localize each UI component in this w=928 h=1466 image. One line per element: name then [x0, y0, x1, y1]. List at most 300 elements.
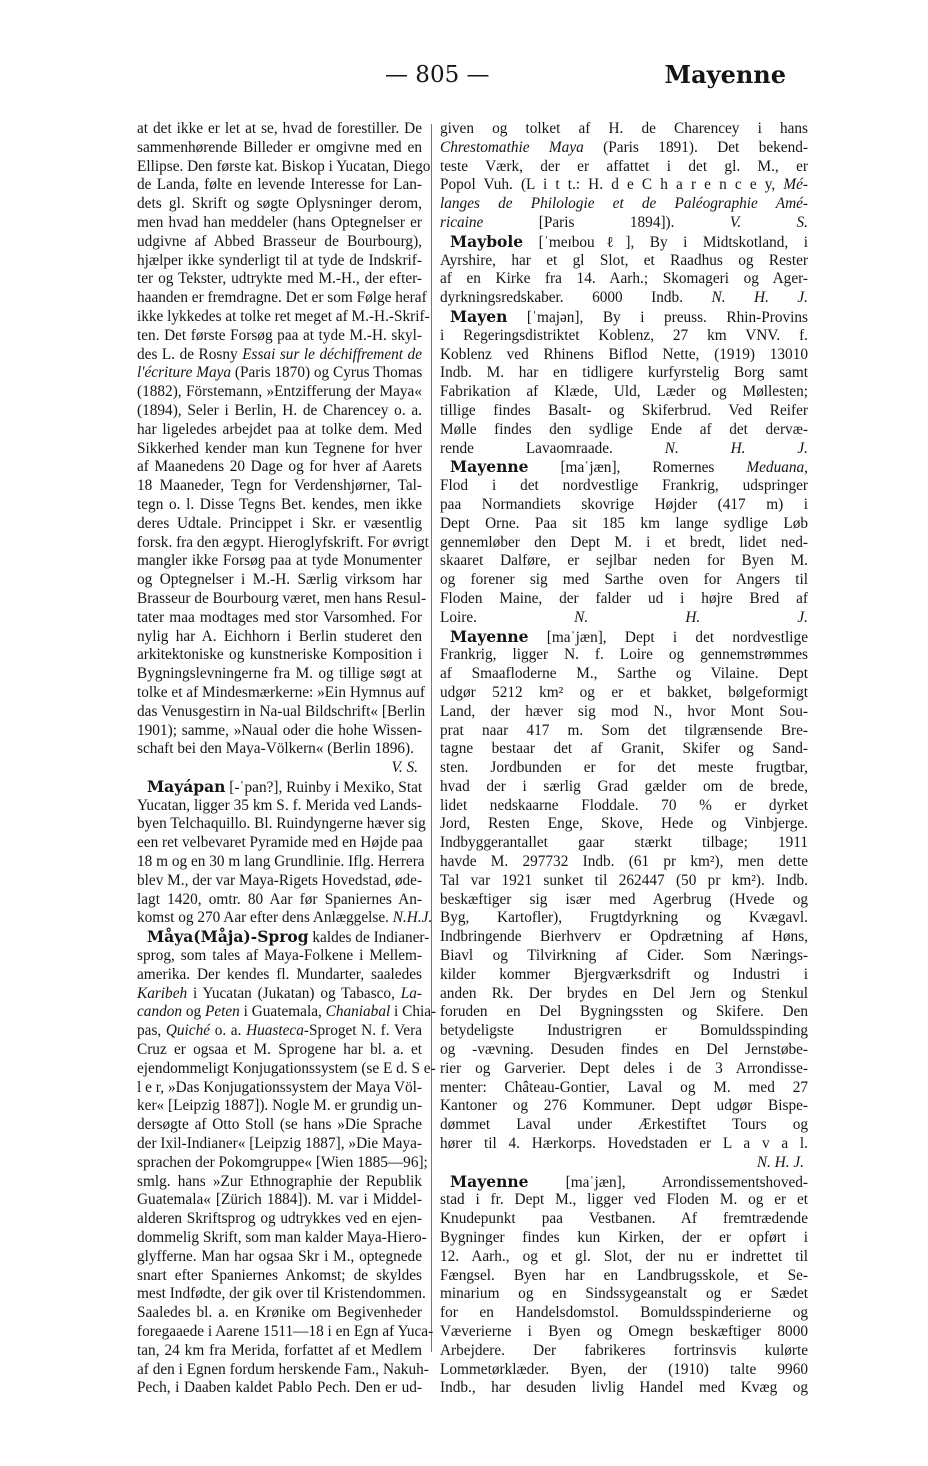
text-line [440, 1304, 808, 1323]
text: stad i fr. Dept M., ligger ved Floden M. og er et [440, 1191, 808, 1209]
text-line [137, 1267, 422, 1286]
text: blev M., der var Maya-Rigets Hovedstad, øde- [137, 871, 423, 889]
text-line [137, 683, 426, 703]
text-line [440, 1154, 808, 1173]
text-line [440, 928, 808, 947]
text: dets gl. Skrift og søgte Oplysninger derom, [137, 195, 422, 213]
text: tagne bestaar det af Granit, Skifer og Sand- [440, 740, 808, 758]
text-line [440, 985, 808, 1004]
text: schaft bei den Maya-Völkern« (Berlin 1896). [137, 740, 414, 758]
text-line [440, 477, 808, 496]
text-line [440, 1342, 808, 1361]
text: prat naar 417 m. Som det tilgrænsende Bre- [440, 721, 808, 739]
text: i Guatemala, [239, 1003, 326, 1021]
text: tolke et af Mindesmærkerne: »Ein Hymnus auf [137, 683, 426, 701]
text-line [440, 1022, 808, 1041]
text-line [137, 307, 430, 327]
text-line [137, 515, 422, 534]
text-line [440, 778, 808, 797]
text: Biavl og Tilvirkning af Cider. Som Nærings- [440, 947, 808, 965]
text: haanden er fremdragne. Det er som Følge heraf [137, 289, 427, 307]
author-signature: N. H. J. [711, 289, 808, 307]
text: af Smaafloderne M., Sarthe og Vilaine. Dept [440, 665, 808, 683]
headword: Mayenne [450, 1171, 529, 1191]
page-number: — 805 — [385, 62, 490, 88]
headword: Mayen [450, 306, 508, 326]
text-line [137, 421, 422, 440]
column-divider [431, 124, 432, 1352]
italic-text: Chrestomathie Maya [440, 138, 584, 156]
text: dersøgte af Otto Stoll (se hans »Die Sprache [137, 1116, 422, 1134]
text: tan, 24 km fra Merida, forfattet af et Medlem [137, 1341, 422, 1359]
text-line [137, 157, 431, 177]
text-line [440, 289, 808, 308]
text: pas, [137, 1022, 166, 1040]
text: Saaledes bl. a. en Krønike om Begivenheder [137, 1304, 422, 1322]
text-line [440, 1116, 808, 1135]
text-line [440, 1060, 808, 1079]
text-line [440, 421, 808, 440]
text: og forener sig med Sarthe oven for Angers til [440, 571, 808, 589]
text-line [440, 909, 808, 928]
text-line [440, 815, 808, 834]
text-line [137, 120, 422, 139]
text: i Regeringsdistriktet Koblenz, 27 km VNV. f. [440, 326, 808, 344]
text-line [137, 722, 422, 741]
text-line [137, 477, 422, 496]
text: Dept Orne. Paa sit 185 km lange sydlige Løb [440, 514, 808, 532]
text-line [440, 966, 808, 985]
headword: Mayápan [147, 776, 226, 796]
text: Yucatan, ligger 35 km S. f. Merida ved Lands- [137, 796, 422, 814]
text: [-ˈpan?], Ruinby i Mexiko, Stat [225, 778, 423, 796]
text-line [137, 759, 422, 778]
text-line [440, 1041, 808, 1060]
text: Flod i det nordvestlige Frankrig, udspringer [440, 477, 808, 495]
text-line [440, 759, 808, 778]
text: l e r, »Das Konjugationssystem der Maya Völ- [137, 1078, 422, 1096]
text: smlg. hans »Zur Ethnographie der Republik [137, 1172, 422, 1190]
text-line [440, 1285, 808, 1304]
text: given og tolket af H. de Charencey i hans [440, 120, 808, 137]
text: beskæftiger sig især med Agerbrug (Hvede og [440, 890, 808, 908]
author-signature: V. S. [729, 213, 808, 231]
text: udgør 5212 km² og er et bakket, bølgeformigt [440, 683, 808, 701]
text-line [137, 1173, 422, 1192]
text: af en Kirke fra 14. Aarh.; Skomageri og Ager- [440, 270, 808, 288]
text: Indb., har desuden livlig Handel med Kvæg og [440, 1379, 808, 1397]
right-column [440, 120, 808, 1398]
text-line [137, 1022, 422, 1041]
text: der Ixil-Indianer« [Leipzig 1887], »Die Maya- [137, 1135, 422, 1153]
text-line [440, 609, 808, 628]
text: Mølle findes den sydlige Ende af det dervæ- [440, 420, 808, 438]
text: sprog, som tales af Maya-Folkene i Mellem- [137, 947, 422, 965]
text: o. a. [210, 1022, 247, 1040]
text-line [137, 176, 422, 195]
text-line [137, 646, 422, 665]
text-line [440, 834, 808, 853]
text-line [440, 158, 808, 177]
text: [maˈjæn], Arrondissementshoved- [528, 1173, 808, 1191]
text-line [440, 214, 808, 233]
text-line [137, 233, 422, 252]
text: af Maanedens 20 Dage og for hver af Aarets [137, 458, 422, 476]
text: Tal var 1921 sunket til 262447 (50 pr km²). Indb. [440, 871, 808, 889]
text-line [440, 1323, 808, 1342]
text-line [440, 1173, 808, 1192]
text: havde M. 297732 Indb. (61 pr km²), men dette [440, 853, 808, 871]
headword: Mayenne [450, 626, 529, 646]
text: og Optegnelser i M.-H. Særlig virksom har [137, 571, 422, 589]
text-line [440, 120, 808, 139]
italic-text: Chaniabal [325, 1003, 391, 1021]
text-line [440, 571, 808, 590]
text-line [137, 1342, 422, 1361]
text: Ayrshire, har et gl Slot, et Raadhus og Rester [440, 251, 808, 269]
text-line [137, 589, 427, 609]
italic-text: N.H.J. [392, 909, 433, 927]
author-signature: N. H. J. [664, 439, 808, 457]
text-line [440, 1191, 808, 1210]
text: Arbejdere. Der fabrikeres fortrinsvis kulørte [440, 1341, 808, 1359]
text: hører til 4. Hærkorps. Hovedstaden er L a v a l. [440, 1135, 808, 1153]
text-line [137, 891, 422, 910]
text-line [440, 703, 808, 722]
text: forsk. fra den ægypt. Hieroglyfskrift. For øvrigt [137, 533, 429, 551]
text-line [137, 496, 422, 515]
text: byen Telchaquillo. Bl. Ruindyngerne hæver sig [137, 815, 426, 833]
text-line [440, 872, 808, 891]
italic-text: La- [400, 984, 422, 1002]
text-line [137, 1097, 422, 1116]
text-line [440, 684, 808, 703]
text-line [137, 927, 430, 947]
text: hvad der i særlig Grad gælder om de brede, [440, 777, 808, 795]
text: Kantoner og 276 Kommuner. Dept udgør Bispe- [440, 1097, 808, 1115]
author-signature: N. H. J. [756, 1153, 804, 1171]
text-line [440, 1135, 808, 1154]
text-line [440, 534, 808, 553]
text-line [440, 1229, 808, 1248]
text-line [137, 1116, 422, 1135]
text: 12. Aarh., og et gl. Slot, der nu er indrettet til [440, 1247, 808, 1265]
text: paa Normandiets skovrige Højder (417 m) i [440, 495, 808, 513]
text: ikke lykkedes at tolke ret meget af M.-H.-Skrif- [137, 307, 430, 325]
text-line [137, 270, 422, 289]
text-line [440, 590, 808, 609]
text: alderen Skriftsprog og udtrykkes ved en ejen- [137, 1210, 422, 1228]
text: og [182, 1003, 205, 1021]
italic-text: Karibeh [137, 984, 188, 1002]
text: ker« [Leipzig 1887]). Nogle M. er grundig un- [137, 1097, 423, 1115]
text: tegn o. l. Disse Tegns Bet. kendes, men ikke [137, 495, 422, 513]
text-line [440, 646, 808, 665]
text-line [137, 1079, 422, 1098]
text-line [137, 1304, 422, 1323]
text: skaaret Dalføre, er sejlbar neden for Byen M. [440, 552, 808, 570]
text: har ligeledes arbejdet paa at tolke dem. Med [137, 420, 422, 438]
text: nylig har A. Eichhorn i Berlin studeret den [137, 627, 422, 645]
text-line [440, 552, 808, 571]
text: sten. Jordbunden er for det meste frugtbar, [440, 759, 808, 777]
text: (Paris 1870) og Cyrus Thomas [231, 364, 423, 382]
text: gennemløber den Dept M. i et bredt, lidet ned- [440, 533, 808, 551]
text: Fabrikation af Klæde, Uld, Læder og Møllesten; [440, 383, 808, 401]
text-line [137, 289, 427, 308]
text: Sikkerhed kender man kun Tegnene for hver [137, 439, 422, 457]
text: ter og Tekster, udtrykte med M.-H., der efter- [137, 270, 422, 288]
text: mangler ikke Forsøg paa at tyde Monumenter [137, 552, 422, 570]
text-line [440, 195, 808, 214]
text-line [137, 402, 422, 421]
text: men hvad han meddeler (hans Optegnelser er [137, 213, 422, 231]
text-line [137, 665, 422, 684]
text: Lommetørklæder. Byen, der (1910) talte 9960 [440, 1360, 808, 1378]
text: Frankrig, ligger N. f. Loire og gennemstrømmes [440, 646, 808, 664]
text: Knudepunkt paa Vestbanen. Af fremtrædende [440, 1210, 808, 1228]
text-line [137, 533, 429, 553]
text-line [440, 947, 808, 966]
text-line [440, 308, 808, 327]
text-line [440, 1210, 808, 1229]
text: amerika. Der kendes fl. Mundarter, saaledes [137, 965, 422, 983]
text-line [137, 214, 422, 233]
text-line [137, 1285, 426, 1304]
text-line [137, 1191, 422, 1210]
italic-text: langes de Philologie et de Paléographie Amé- [440, 195, 808, 213]
text-line [137, 383, 422, 402]
text-line [137, 985, 422, 1004]
text-line [137, 947, 422, 966]
text-line [440, 1248, 808, 1267]
text-line [137, 909, 433, 928]
text-line [440, 1003, 808, 1022]
text-line [440, 383, 808, 402]
text-line [137, 834, 422, 853]
text: hjælper ikke synderligt til at tyde de Indskrif- [137, 251, 422, 269]
text: ten. Det første Forsøg paa at tyde M.-H. skyl- [137, 326, 422, 344]
text: sprachen der Pokomgruppe« [Wien 1885—96]; [137, 1153, 428, 1171]
headword: Måya(Måja)-Sprog [147, 927, 309, 947]
text: das Venusgestirn in Na-ual Bildschrift« [Berlin [137, 702, 426, 720]
text-line [137, 195, 422, 214]
text-line [137, 872, 422, 891]
text: (1882), Förstemann, »Entzifferung der Maya« [137, 383, 422, 401]
italic-text: ricaine [440, 213, 484, 231]
text: Fængsel. Byen har en Landbrugsskole, et Se- [440, 1266, 808, 1284]
text-line [440, 139, 808, 158]
text-line [440, 797, 808, 816]
text: Loire. [440, 608, 477, 626]
text-line [137, 552, 422, 571]
text: Byg, Kartofler), Frugtdyrkning og Kvægavl. [440, 909, 808, 927]
text-line [137, 1248, 422, 1267]
text-line [137, 797, 422, 816]
headword: Mayenne [450, 457, 529, 477]
text: Brasseur de Bourbourg været, men hans Resul- [137, 589, 427, 607]
text: lagt 1420, omtr. 80 Aar før Spaniernes An- [137, 890, 422, 908]
italic-text: Quiché [165, 1022, 211, 1040]
text: Popol Vuh. (L i t t.: H. d e C h a r e n c e y, [440, 176, 784, 194]
text: 1901); samme, »Naual oder die hohe Wissen- [137, 721, 422, 739]
text: dommelig Skrift, som man kalder Maya-Hiero- [137, 1229, 427, 1247]
text-line [137, 440, 422, 459]
text-line [440, 740, 808, 759]
text: [Paris 1894]). [483, 213, 675, 231]
text: Ellipse. Den første kat. Biskop i Yucatan, Diego [137, 157, 431, 175]
text: i Chia- [390, 1003, 437, 1021]
text: [ˈmajən], By i preuss. Rhin-Provins [507, 308, 808, 326]
text-line [440, 1097, 808, 1116]
text: Bygningslevningerne fra M. og tillige søgt at [137, 665, 422, 683]
text: Indbyggerantallet gaar stærkt tilbage; 1911 [440, 834, 808, 852]
text: anden Rk. Der brydes en Del Jern og Stenkul [440, 984, 808, 1002]
text: 18 Maaneder, Tegn for Verdenshjørner, Tal- [137, 477, 422, 495]
left-column [137, 120, 437, 1398]
text-line [137, 139, 422, 158]
text: sammenhørende Billeder er omgivne med en [137, 138, 422, 156]
text-line [440, 1079, 808, 1098]
text-line [440, 665, 808, 684]
text: Koblenz ved Rhinens Biflod Nette, (1919) 13010 [440, 345, 808, 363]
text-line [440, 458, 808, 477]
text-line [440, 440, 808, 459]
text: foruden en Del Bygningssten og Skifere. Den [440, 1003, 808, 1021]
text: og -vævning. Desuden findes en Del Jernstøbe- [440, 1041, 808, 1059]
text: rende Lavaomraade. [440, 439, 613, 457]
text-line [137, 609, 422, 628]
text-line [137, 1360, 429, 1380]
text: udgivne af Abbed Brasseur de Bourbourg), [137, 232, 422, 250]
text: Cruz er ogsaa et M. Sprogene har bl. a. et [137, 1041, 422, 1059]
text: des L. de Rosny [137, 345, 243, 363]
text: for en Handelsdomstol. Bomuldsspinderierne og [440, 1304, 808, 1322]
text-line [440, 270, 808, 289]
text-line [137, 571, 422, 590]
text-line [440, 402, 808, 421]
text: (Paris 1891). Det bekend- [583, 138, 808, 156]
text: Guatemala« [Zürich 1884]). M. var i Middel- [137, 1191, 422, 1209]
text-line [137, 364, 422, 383]
text: dømmet Laval under Ærkestiftet Tours og [440, 1116, 808, 1134]
text-line [137, 1229, 427, 1248]
text: -Sproget N. f. Vera [303, 1022, 422, 1040]
text: Bygninger findes kun Kirken, der er opført i [440, 1229, 808, 1247]
text: tater maa modtages med stor Varsomhed. For [137, 608, 422, 626]
text-line [137, 853, 425, 872]
text: tillige findes Basalt- og Skiferbrud. Ved Reifer [440, 401, 808, 419]
text: snart efter Spaniernes Ankomst; de skyldes [137, 1266, 422, 1284]
text-line [137, 327, 422, 346]
text: 18 m og en 30 m lang Grundlinie. Iflg. Herrera [137, 853, 425, 871]
text-line [440, 1361, 808, 1380]
text-line [137, 966, 422, 985]
italic-text: l'écriture Maya [137, 364, 232, 382]
text: mest Indfødte, der gik over til Kristendommen. [137, 1285, 426, 1303]
text-line [440, 364, 808, 383]
text: Land, der hæver sig mod N., hvor Mont Sou- [440, 702, 808, 720]
text: deres Udtale. Princippet i Skr. er væsentlig [137, 514, 422, 532]
text-line [440, 1267, 808, 1286]
text: ejendommeligt Konjugationssystem (se E d. S e- [137, 1059, 436, 1077]
text-line [440, 496, 808, 515]
text: at det ikke er let at se, hvad de forestiller. De [137, 120, 422, 137]
author-signature: V. S. [391, 759, 418, 777]
running-head: Mayenne [664, 60, 786, 89]
text-line [137, 252, 422, 271]
text-line [137, 1153, 428, 1173]
text: een ret velbevaret Pyramide med en Højde paa [137, 834, 423, 852]
text-line [440, 515, 808, 534]
text: [maˈjæn], Romernes [528, 459, 747, 477]
text-line [137, 1059, 436, 1079]
text-line [137, 1323, 434, 1342]
text: Indb. M. har en tidligere kurfyrstelig Borg samt [440, 364, 808, 382]
text-line [137, 1003, 437, 1022]
text: Væverierne i Byen og Omegn beskæftiger 8000 [440, 1323, 808, 1340]
text-line [137, 778, 422, 797]
text: Jord, Resten Enge, Skove, Hede og Vinbjerge. [440, 815, 808, 833]
italic-text: Huasteca [246, 1022, 304, 1040]
text: Indbringende Bierhverv er Opdrætning af Høns, [440, 928, 808, 946]
text: kilder kommer Bjergværksdrift og Industri i [440, 965, 808, 983]
text: Pech, i Daaben kaldet Pablo Pech. Den er ud- [137, 1379, 422, 1397]
text: teste Værk, der er affattet i det gl. M., er [440, 157, 808, 175]
author-signature: N. H. J. [574, 608, 808, 626]
text-line [440, 628, 808, 647]
text-line [440, 176, 808, 195]
text-line [137, 702, 426, 722]
italic-text: Essai sur le déchiffrement de [242, 345, 422, 363]
text: rier og Garverier. Dept deles i de 3 Arrondisse- [440, 1059, 808, 1077]
text: glyfferne. Man har ogsaa Skr i M., optegnede [137, 1247, 422, 1265]
text: kaldes de Indianer- [308, 929, 430, 947]
text-line [440, 891, 808, 910]
text-line [137, 1210, 422, 1229]
text: lidet nedskaarne Floddale. 70 % er dyrket [440, 796, 808, 814]
text-line [137, 458, 422, 477]
text-line [440, 252, 808, 271]
text-line [440, 346, 808, 365]
text: [ˈmeɪbouℓ], By i Midtskotland, i [523, 233, 808, 251]
text: minarium og en Sindssygeanstalt og er Sædet [440, 1285, 808, 1303]
italic-text: Mé- [783, 176, 808, 194]
text: Floden Maine, der falder ud i højre Bred af [440, 589, 808, 607]
headword: Maybole [450, 231, 524, 251]
italic-text: candon [137, 1003, 183, 1021]
text: de Landa, følte en levende Interesse for Lan- [137, 176, 422, 194]
text-line [440, 327, 808, 346]
text-line [137, 1041, 422, 1060]
text-line [137, 1135, 422, 1154]
text-line [137, 346, 422, 365]
text: foregaaede i Aarene 1511—18 i en Egn af Yuca- [137, 1323, 434, 1340]
text: arkitektoniske og kunstneriske Komposition i [137, 646, 422, 664]
text-line [137, 1379, 422, 1398]
text: i Yucatan (Jukatan) og Tabasco, [187, 984, 401, 1002]
text-line [137, 815, 426, 834]
text-line [137, 740, 422, 759]
text: betydeligste Industrigren er Bomuldsspinding [440, 1022, 808, 1040]
text: dyrkningsredskaber. 6000 Indb. [440, 289, 684, 307]
text: menter: Château-Gontier, Laval og M. med 27 [440, 1078, 808, 1096]
text-line [137, 628, 422, 647]
text: [maˈjæn], Dept i det nordvestlige [528, 628, 808, 646]
text: komst og 270 Aar efter dens Anlæggelse. [137, 909, 393, 927]
text-line [440, 722, 808, 741]
text: (1894), Seler i Berlin, H. de Charencey o. a. [137, 401, 422, 419]
